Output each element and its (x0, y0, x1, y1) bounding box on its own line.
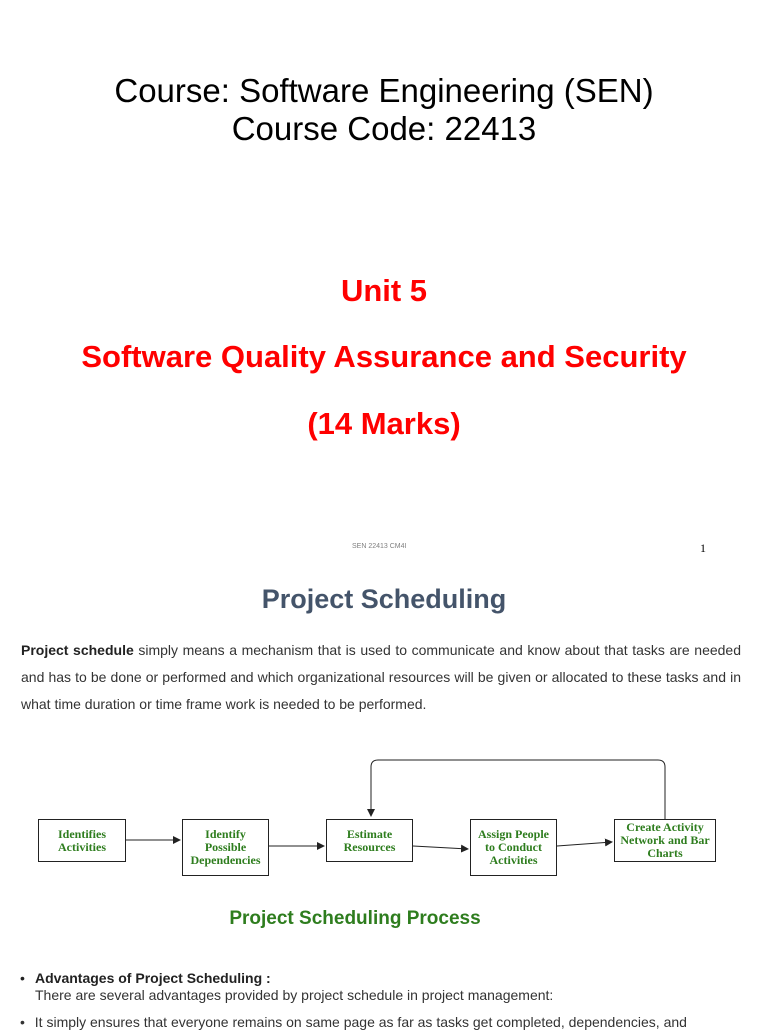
flow-box-identifies-activities: Identifies Activities (38, 819, 126, 862)
flow-box-estimate-resources: Estimate Resources (326, 819, 413, 862)
advantages-intro: There are several advantages provided by project schedule in project management: (35, 987, 554, 1003)
advantage-item-1 (20, 1014, 687, 1031)
diagram-caption: Project Scheduling Process (229, 908, 481, 929)
unit-title: Software Quality Assurance and Security (81, 339, 687, 374)
bullet-glyph: • (20, 970, 25, 986)
course-name: Course: Software Engineering (SEN) (114, 72, 654, 109)
flow-box-assign-people: Assign People to Conduct Activities (470, 819, 557, 876)
scheduling-flow-diagram (0, 747, 768, 887)
slide-2 (0, 567, 768, 1030)
flow-box-create-network: Create Activity Network and Bar Charts (614, 819, 716, 862)
flow-connectors (0, 747, 768, 887)
arrow-4-5 (557, 842, 612, 846)
bullet-glyph: • (20, 1014, 25, 1030)
flow-box-identify-dependencies: Identify Possible Dependencies (182, 819, 269, 876)
arrow-3-4 (413, 846, 468, 849)
course-code: Course Code: 22413 (231, 110, 537, 147)
slide-footer: SEN 22413 CM4I (352, 543, 407, 550)
section-title: Project Scheduling (261, 584, 507, 614)
unit-marks: (14 Marks) (307, 406, 461, 441)
feedback-arrow (371, 760, 665, 819)
advantage-item-1-text: It simply ensures that everyone remains on same page as far as tasks get completed, dependencies, and (34, 1014, 687, 1030)
advantages-heading: Advantages of Project Scheduling : (35, 970, 271, 986)
paragraph-text: simply means a mechanism that is used to communicate and know about that tasks are needed and has to be done or performed and which organizational resources will be given or allocated to these tasks and in what time duration or time frame work is needed to be performed. (21, 642, 742, 712)
unit-number: Unit 5 (340, 273, 428, 308)
paragraph-bold-term: Project schedule (21, 642, 134, 658)
page-number: 1 (700, 541, 706, 555)
intro-paragraph (21, 637, 741, 718)
